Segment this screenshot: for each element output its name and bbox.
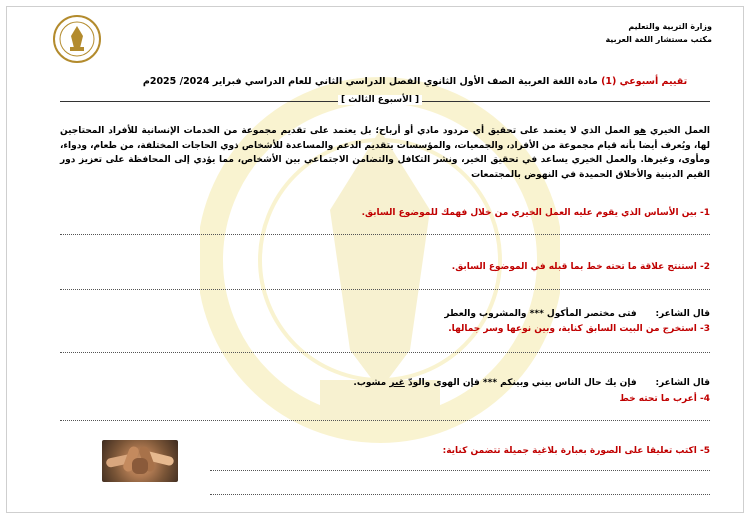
ministry-header xyxy=(605,20,712,46)
poem-label: قال الشاعر: xyxy=(655,378,710,388)
answer-line[interactable] xyxy=(60,420,710,421)
answer-line[interactable] xyxy=(210,470,710,471)
question-3: 3- استخرج من البيت السابق كناية، وبين نوعها وسر جمالها. xyxy=(448,324,710,334)
answer-line[interactable] xyxy=(210,494,710,495)
exam-title xyxy=(140,76,690,87)
poem-verse: فإن يك حال الناس بيني وبينكم *** فإن الهوى والودّ xyxy=(404,378,637,388)
poem-verse-end: مشوب. xyxy=(353,378,390,388)
passage-lead: العمل الخيري xyxy=(649,126,710,136)
question-2: 2- استنتج علاقة ما تحته خط بما قبله في الموضوع السابق. xyxy=(451,262,710,272)
week-label: [ الأسبوع الثالث ] xyxy=(338,95,422,105)
exam-title-rest: مادة اللغة العربية الصف الأول الثانوي الفصل الدراسي الثاني للعام الدراسي فبراير 2024/ 2025م xyxy=(142,76,598,87)
passage-text: العمل الذي لا يعتمد على تحقيق أي مردود مادي أو أرباح؛ بل يعتمد على تقديم مجموعة من الخدمات الإنسانية للأفراد المحتاجين لها، ويُعرف أيضا بأنه قيام مجموعة من الأفراد، والجمعيات، والمؤسسات بتقديم الدعم والمساعدة للأشخاص ذوي الحاجات المختلفة، من طعام، ودواء، ومأوى، وغيرها. والعمل الخيري يساعد في تحقيق الخير، ونشر التكافل والتضامن الاجتماعي بين الأشخاص، مما يؤدي إلى المحافظة على تعزيز دور القيم الدينية والأخلاق الحميدة في النهوض بالمجتمعات xyxy=(60,126,710,180)
exam-title-red: تقييم أسبوعي (1) xyxy=(601,76,688,87)
answer-line[interactable] xyxy=(60,234,710,235)
poem-verse: فتى مختصر المأكول *** والمشروب والعطر xyxy=(444,309,637,319)
ministry-name: وزارة التربية والتعليم xyxy=(628,22,712,31)
question-4: 4- أعرب ما تحته خط xyxy=(619,394,710,404)
answer-line[interactable] xyxy=(60,289,710,290)
poem-underlined-word: غير xyxy=(389,378,405,388)
office-name: مكتب مستشار اللغة العربية xyxy=(605,35,712,44)
hands-together-photo xyxy=(102,440,178,482)
question-5: 5- اكتب تعليقا على الصورة بعبارة بلاغية جميلة تتضمن كناية: xyxy=(442,446,710,456)
poem-label: قال الشاعر: xyxy=(655,309,710,319)
poem-2 xyxy=(353,378,710,388)
passage-underlined: هو xyxy=(634,126,647,136)
reading-passage xyxy=(60,124,710,182)
poem-1 xyxy=(444,309,710,319)
ministry-seal-icon xyxy=(52,14,102,64)
answer-line[interactable] xyxy=(60,352,710,353)
question-1: 1- بين الأساس الذي يقوم عليه العمل الخيري من خلال فهمك للموضوع السابق. xyxy=(361,208,710,218)
